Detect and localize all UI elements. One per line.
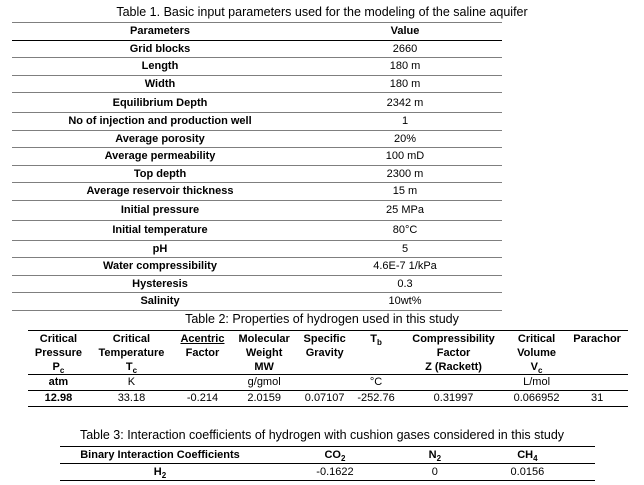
value-cell: 12.98 <box>28 391 89 407</box>
header-specific-gravity: Specific <box>297 331 352 347</box>
header-tb: $T_b$ <box>352 331 400 347</box>
table-header-row <box>12 23 502 41</box>
table-row <box>28 391 628 407</box>
table-header-row <box>60 447 595 464</box>
table-header-row <box>28 331 628 347</box>
table-row <box>12 165 502 183</box>
header-cell: Factor <box>185 347 220 359</box>
value-cell: 0.0156 <box>460 464 595 481</box>
value-cell: 0.31997 <box>400 391 507 407</box>
table-row <box>12 240 502 258</box>
unit-cell: atm <box>28 375 89 391</box>
value-cell: -0.214 <box>174 391 231 407</box>
header-acentric: Acentric <box>174 331 231 347</box>
table-row <box>12 75 502 93</box>
param-cell: Length <box>12 58 308 76</box>
table3 <box>60 446 595 481</box>
param-cell: Equilibrium Depth <box>12 93 308 113</box>
header-cell: $P_c$ <box>28 360 89 375</box>
value-cell: 0 <box>410 464 460 481</box>
param-cell: Width <box>12 75 308 93</box>
param-cell: Initial pressure <box>12 200 308 220</box>
header-cell: Pressure <box>34 347 82 359</box>
value-cell: 33.18 <box>89 391 174 407</box>
table-header-row <box>28 346 628 360</box>
header-value: Value <box>308 23 502 41</box>
value-cell: 25 MPa <box>308 200 502 220</box>
value-cell: 80°C <box>308 220 502 240</box>
row-label-h2: $H_2$ <box>60 464 260 481</box>
param-cell: Average permeability <box>12 148 308 166</box>
header-parachor: Parachor <box>566 331 628 347</box>
unit-cell <box>400 375 507 391</box>
value-cell: 10wt% <box>308 293 502 311</box>
value-cell: -252.76 <box>352 391 400 407</box>
value-cell: 0.066952 <box>507 391 566 407</box>
value-cell: 2342 m <box>308 93 502 113</box>
unit-cell <box>174 375 231 391</box>
param-cell: Top depth <box>12 165 308 183</box>
value-cell: 4.6E-7 1/kPa <box>308 258 502 276</box>
table-row <box>12 220 502 240</box>
header-cell <box>297 360 352 375</box>
param-cell: Average reservoir thickness <box>12 183 308 201</box>
header-critical-temperature: Critical <box>89 331 174 347</box>
header-cell <box>566 360 628 375</box>
value-cell: 2.0159 <box>231 391 297 407</box>
unit-cell: K <box>89 375 174 391</box>
table-row <box>12 113 502 131</box>
table-row <box>12 200 502 220</box>
header-cell: $V_c$ <box>507 360 566 375</box>
header-cell <box>352 346 400 360</box>
value-cell: 31 <box>566 391 628 407</box>
param-cell: Grid blocks <box>12 40 308 58</box>
header-n2: $N_2$ <box>410 447 460 464</box>
header-cell: Temperature <box>98 347 165 359</box>
header-co2: $CO_2$ <box>260 447 410 464</box>
value-cell: 0.07107 <box>297 391 352 407</box>
value-cell: 20% <box>308 130 502 148</box>
value-cell: 0.3 <box>308 275 502 293</box>
value-cell: -0.1622 <box>260 464 410 481</box>
param-cell: Hysteresis <box>12 275 308 293</box>
param-cell: Initial temperature <box>12 220 308 240</box>
header-cell: Weight <box>245 347 283 359</box>
header-binary-interaction: Binary Interaction Coefficients <box>60 447 260 464</box>
table-row <box>12 40 502 58</box>
table-row <box>12 293 502 311</box>
value-cell: 2660 <box>308 40 502 58</box>
header-cell: MW <box>231 360 297 375</box>
table1 <box>12 22 502 311</box>
value-cell: 15 m <box>308 183 502 201</box>
header-cell: Factor <box>436 347 471 359</box>
value-cell: 180 m <box>308 75 502 93</box>
table-row <box>60 464 595 481</box>
param-cell: Water compressibility <box>12 258 308 276</box>
table-row <box>12 130 502 148</box>
header-cell: Z (Rackett) <box>400 360 507 375</box>
header-critical-volume: Critical <box>507 331 566 347</box>
param-cell: Average porosity <box>12 130 308 148</box>
table1-caption: Table 1. Basic input parameters used for the modeling of the saline aquifer <box>116 5 528 19</box>
table-row <box>12 93 502 113</box>
table2 <box>28 330 628 407</box>
value-cell: 5 <box>308 240 502 258</box>
value-cell: 100 mD <box>308 148 502 166</box>
unit-cell <box>297 375 352 391</box>
header-molecular-weight: Molecular <box>231 331 297 347</box>
table3-caption: Table 3: Interaction coefficients of hydrogen with cushion gases considered in this study <box>79 428 565 442</box>
header-cell: Volume <box>517 347 557 359</box>
unit-cell: g/gmol <box>231 375 297 391</box>
header-critical-pressure: Critical <box>28 331 89 347</box>
table-row <box>12 148 502 166</box>
table-row <box>12 58 502 76</box>
header-cell <box>352 360 400 375</box>
value-cell: 2300 m <box>308 165 502 183</box>
param-cell: pH <box>12 240 308 258</box>
table-row <box>12 258 502 276</box>
units-row <box>28 375 628 391</box>
unit-cell <box>566 375 628 391</box>
param-cell: Salinity <box>12 293 308 311</box>
header-compressibility: Compressibility <box>400 331 507 347</box>
table-header-row <box>28 360 628 375</box>
value-cell: 1 <box>308 113 502 131</box>
table-row <box>12 275 502 293</box>
param-cell: No of injection and production well <box>12 113 308 131</box>
header-cell: Gravity <box>305 347 344 359</box>
unit-cell: °C <box>352 375 400 391</box>
header-cell <box>174 360 231 375</box>
value-cell: 180 m <box>308 58 502 76</box>
unit-cell: L/mol <box>507 375 566 391</box>
header-parameters: Parameters <box>12 23 308 41</box>
table2-caption: Table 2: Properties of hydrogen used in this study <box>185 312 459 326</box>
table-row <box>12 183 502 201</box>
header-cell: $T_c$ <box>89 360 174 375</box>
header-cell <box>566 346 628 360</box>
header-ch4: $CH_4$ <box>460 447 595 464</box>
